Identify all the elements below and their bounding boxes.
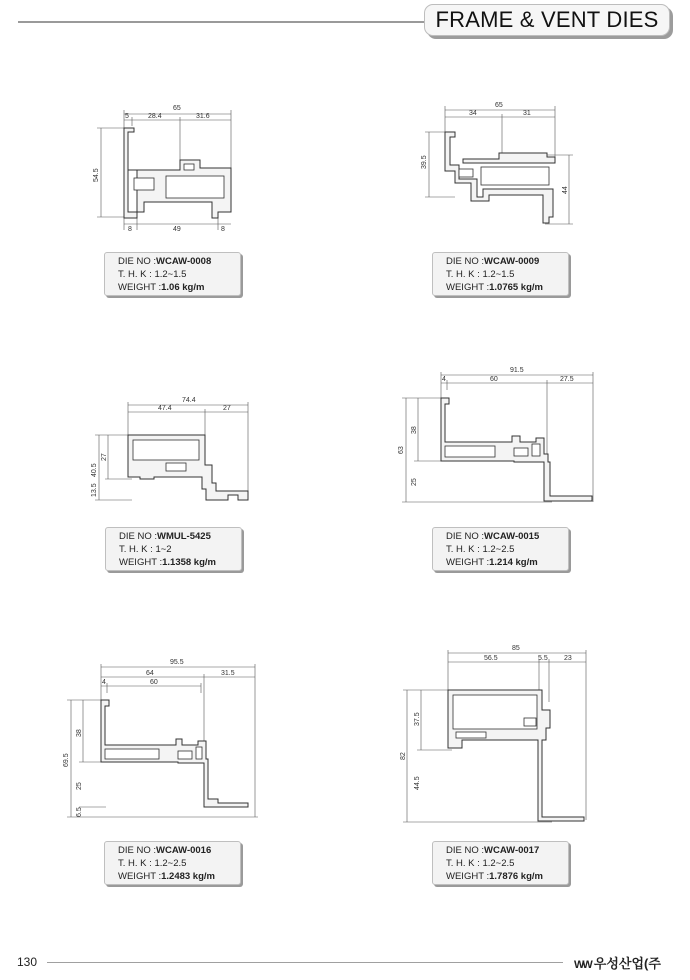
dim-label: 4 — [102, 679, 106, 686]
thk-label: T. H. K : — [119, 543, 153, 555]
dim-label: 47.4 — [158, 405, 172, 412]
dim-label: 27 — [101, 453, 108, 461]
thk-value: 1.2~1.5 — [482, 268, 515, 280]
dim-label: 5.5 — [538, 655, 548, 662]
thk-value: 1.2~2.5 — [482, 857, 515, 869]
company-name — [574, 953, 661, 972]
weight-value: 1.7876 kg/m — [489, 870, 543, 882]
dim-label: 65 — [173, 105, 181, 112]
dim-label: 82 — [400, 752, 407, 760]
dim-label: 56.5 — [484, 655, 498, 662]
dim-label: 23 — [564, 655, 572, 662]
thk-label: T. H. K : — [118, 268, 152, 280]
die-no-label: DIE NO : — [119, 531, 158, 542]
company-label: 우성산업(주 — [593, 956, 661, 971]
dim-label: 37.5 — [414, 712, 421, 726]
dim-label: 85 — [512, 645, 520, 652]
profile-drawing-wcaw-0017 — [392, 640, 602, 830]
dim-label: 91.5 — [510, 367, 524, 374]
dim-label: 27.5 — [560, 376, 574, 383]
weight-value: 1.214 kg/m — [489, 556, 538, 568]
die-info-card — [105, 527, 242, 571]
thk-value: 1.2~2.5 — [154, 857, 187, 869]
die-no-value: WCAW-0016 — [156, 845, 212, 856]
die-info-card — [432, 252, 569, 296]
profile-drawing-wcaw-0009 — [415, 97, 580, 232]
die-info-card — [432, 841, 569, 885]
die-no-label: DIE NO : — [446, 845, 485, 856]
profile-drawing-wmul-5425 — [88, 395, 258, 510]
company-logo-icon: WW — [574, 959, 591, 971]
dim-label: 25 — [411, 478, 418, 486]
weight-label: WEIGHT : — [118, 870, 162, 882]
profile-drawing-wcaw-0016 — [58, 655, 268, 825]
thk-label: T. H. K : — [446, 268, 480, 280]
die-no-label: DIE NO : — [446, 531, 485, 542]
dim-label: 95.5 — [170, 659, 184, 666]
page-number: 130 — [17, 955, 38, 969]
dim-label: 6.5 — [76, 807, 83, 817]
dim-label: 65 — [495, 102, 503, 109]
dim-label: 44 — [562, 186, 569, 194]
weight-value: 1.06 kg/m — [161, 281, 205, 293]
thk-label: T. H. K : — [118, 857, 152, 869]
profile-drawing-wcaw-0008 — [88, 100, 248, 235]
thk-value: 1.2~2.5 — [482, 543, 515, 555]
dim-label: 38 — [411, 426, 418, 434]
profile-drawing-wcaw-0015 — [392, 364, 602, 514]
dim-label: 69.5 — [63, 753, 70, 767]
dim-label: 25 — [76, 782, 83, 790]
weight-label: WEIGHT : — [118, 281, 162, 293]
dim-label: 8 — [221, 226, 225, 233]
thk-label: T. H. K : — [446, 857, 480, 869]
thk-label: T. H. K : — [446, 543, 480, 555]
dim-label: 27 — [223, 405, 231, 412]
dim-label: 49 — [173, 226, 181, 233]
thk-value: 1.2~1.5 — [154, 268, 187, 280]
dim-label: 28.4 — [148, 113, 162, 120]
die-info-card — [104, 252, 241, 296]
dim-label: 8 — [128, 226, 132, 233]
weight-value: 1.1358 kg/m — [162, 556, 216, 568]
weight-value: 1.2483 kg/m — [161, 870, 215, 882]
die-no-value: WCAW-0017 — [484, 845, 540, 856]
dim-label: 54.5 — [93, 168, 100, 182]
dim-label: 44.5 — [414, 776, 421, 790]
die-no-value: WCAW-0009 — [484, 256, 540, 267]
dim-label: 13.5 — [91, 483, 98, 497]
weight-label: WEIGHT : — [119, 556, 163, 568]
weight-value: 1.0765 kg/m — [489, 281, 543, 293]
weight-label: WEIGHT : — [446, 556, 490, 568]
dim-label: 5 — [125, 113, 129, 120]
footer-rule — [47, 962, 563, 963]
dim-label: 74.4 — [182, 397, 196, 404]
weight-label: WEIGHT : — [446, 281, 490, 293]
die-info-card — [432, 527, 569, 571]
die-no-label: DIE NO : — [118, 845, 157, 856]
die-no-label: DIE NO : — [118, 256, 157, 267]
die-no-value: WCAW-0008 — [156, 256, 212, 267]
dim-label: 31.5 — [221, 670, 235, 677]
thk-value: 1~2 — [155, 543, 172, 555]
dim-label: 60 — [150, 679, 158, 686]
die-no-label: DIE NO : — [446, 256, 485, 267]
dim-label: 31.6 — [196, 113, 210, 120]
dim-label: 64 — [146, 670, 154, 677]
dim-label: 39.5 — [421, 155, 428, 169]
dim-label: 34 — [469, 110, 477, 117]
header-rule — [18, 21, 428, 23]
die-info-card — [104, 841, 241, 885]
dim-label: 60 — [490, 376, 498, 383]
die-no-value: WCAW-0015 — [484, 531, 540, 542]
dim-label: 40.5 — [91, 463, 98, 477]
dim-label: 38 — [76, 729, 83, 737]
dim-label: 63 — [398, 446, 405, 454]
weight-label: WEIGHT : — [446, 870, 490, 882]
die-no-value: WMUL-5425 — [157, 531, 211, 542]
dim-label: 31 — [523, 110, 531, 117]
page-title: FRAME & VENT DIES — [424, 4, 670, 36]
dim-label: 4 — [442, 376, 446, 383]
